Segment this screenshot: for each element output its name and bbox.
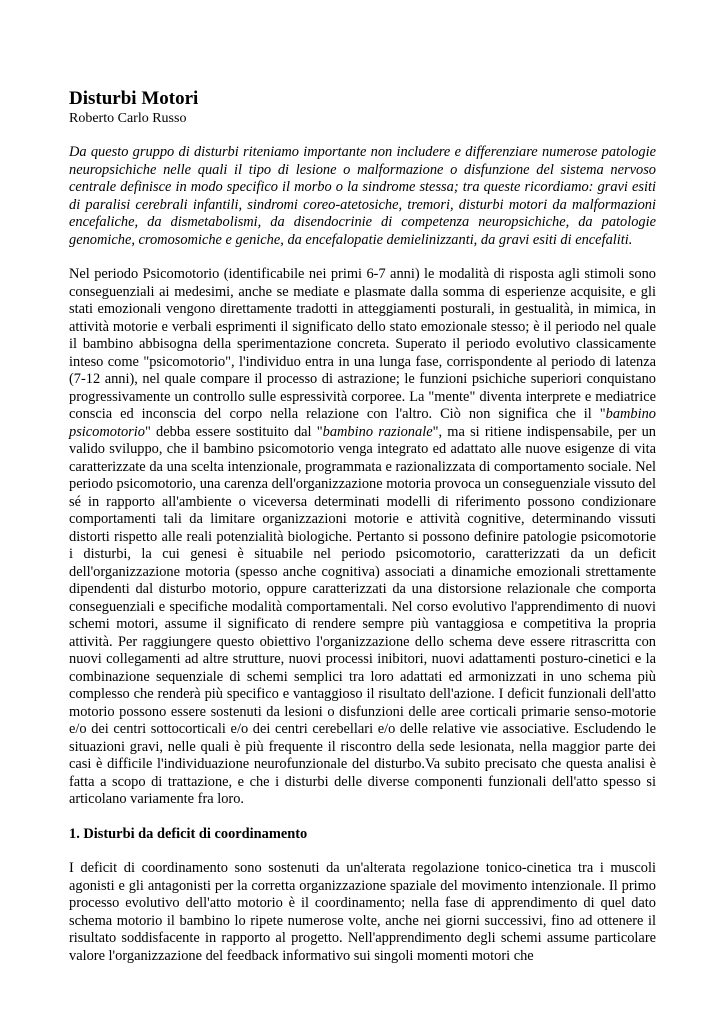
abstract-paragraph: Da questo gruppo di disturbi riteniamo importante non includere e differenziare numerose patologie neuropsichiche nelle quali il tipo di lesione o malformazione o disfunzione del sistema nervoso centrale definisce in modo specifico il morbo o la sindrome stessa; tra queste ricordiamo: gravi esiti di paralisi cerebrali infantili, sindromi coreo-atetosiche, tremori, disturbi motori da malformazioni encefaliche, da dismetabolismi, da disendocrinie di competenza neuropsichiche, da patologie genomiche, cromosomiche e geniche, da encefalopatie demielinizzanti, da gravi esiti di encefaliti. bbox=[69, 144, 656, 248]
body-paragraph-coordinamento: I deficit di coordinamento sono sostenuti da un'alterata regolazione tonico-cinetica tra i muscoli agonisti e gli antagonisti per la corretta organizzazione spaziale del movimento intenzionale. Il primo processo evolutivo dell'atto motorio è il coordinamento; nella fase di apprendimento di quel dato schema motorio il bambino lo ripete numerose volte, anche nei giorni successivi, fino ad ottenere il risultato soddisfacente in rapporto al progetto. Nell'apprendimento degli schemi assume particolare valore l'organizzazione del feedback informativo sui singoli momenti motori che bbox=[69, 860, 656, 964]
document-title: Disturbi Motori bbox=[69, 88, 199, 109]
body-paragraph-psicomotorio bbox=[69, 266, 656, 809]
document-author: Roberto Carlo Russo bbox=[69, 111, 187, 126]
para1-text-part1: Nel periodo Psicomotorio (identificabile nei primi 6-7 anni) le modalità di risposta agli stimoli sono conseguenziali ai medesimi, anche se mediate e plasmate dalla somma di esperienze acquisite, e gli stati emozionali vengono direttamente tradotti in atteggiamenti posturali, in gestualità, in mimica, in attività motorie e verbali esprimenti il significato dello stato emozionale stesso; è il periodo nel quale il bambino abbisogna della sperimentazione concreta. Superato il periodo evolutivo classicamente inteso come "psicomotorio", l'individuo entra in una lunga fase, corrispondente al periodo di latenza (7-12 anni), nel quale compare il processo di astrazione; le funzioni psichiche superiori conquistano progressivamente un controllo sulle espressività corporee. La "mente" diventa interprete e mediatrice conscia ed inconscia del corpo nella relazione con l'altro. Ciò non significa che il " bbox=[69, 266, 656, 422]
para1-emphasis-bambino-psicomotorio: bambino psicomotorio bbox=[69, 406, 656, 440]
section-heading-coordinamento: 1. Disturbi da deficit di coordinamento bbox=[69, 825, 308, 842]
document-page bbox=[69, 88, 656, 982]
para1-text-part2: " debba essere sostituito dal " bbox=[144, 423, 323, 440]
para1-text-part3: ", ma si ritiene indispensabile, per un valido sviluppo, che il bambino psicomotorio venga integrato ed adattato alle nuove esigenze di vita caratterizzate da una scelta intenzionale, programmata e razionalizzata di comportamento sociale. Nel periodo psicomotorio, una carenza dell'organizzazione motoria provoca un conseguenziale vissuto del sé in rapporto all'ambiente o viceversa determinati modelli di riferimento possono condizionare comportamenti tali da limitare organizzazioni motorie e attività cognitive, determinando vissuti distorti rispetto alle reali potenzialità biologiche. Pertanto si possono definire patologie psicomotorie i disturbi, la cui genesi è situabile nel periodo psicomotorio, caratterizzati da un deficit dell'organizzazione motoria (spesso anche cognitiva) associati a dinamiche emozionali strettamente dipendenti dal disturbo motorio, oppure caratterizzati da una distorsione relazionale che comporta conseguenziali e specifiche modalità comportamentali. Nel corso evolutivo l'apprendimento di nuovi schemi motori, assume il significato di rendere sempre più vantaggiosa e competitiva la propria attività. Per raggiungere questo obiettivo l'organizzazione dello schema deve essere ritrascritta con nuovi collegamenti ad altre strutture, nuovi processi inibitori, nuovi adattamenti posturo-cinetici e la combinazione sequenziale di schemi semplici tra loro adattati ed armonizzati in uno schema più complesso che renderà più specifico e vantaggioso il risultato dell'azione. I deficit funzionali dell'atto motorio possono essere sostenuti da lesioni o disfunzioni delle aree corticali primarie senso-motorie e/o dei centri sottocorticali e/o dei centri cerebellari e/o delle relative vie associative. Escludendo le situazioni gravi, nelle quali è più frequente il riscontro della sede lesionata, nella maggior parte dei casi è difficile l'individuazione neurofunzionale del disturbo.Va subito precisato che questa analisi è fatta a scopo di trattazione, e che i disturbi delle diverse componenti funzionali dell'atto spesso si articolano variamente fra loro. bbox=[69, 423, 656, 807]
para1-emphasis-bambino-razionale: bambino razionale bbox=[322, 423, 433, 440]
